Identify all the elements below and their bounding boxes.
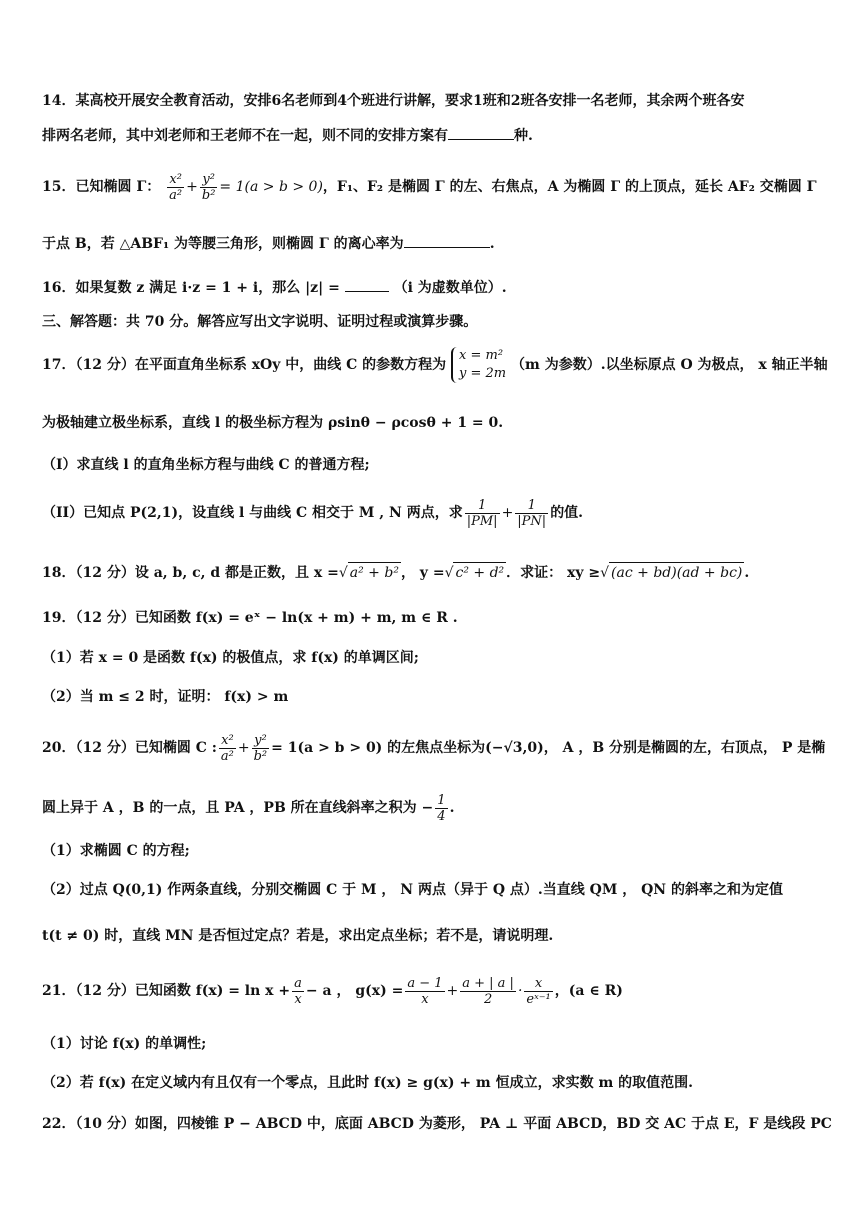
fraction (460, 976, 516, 1007)
q17-part2 (42, 493, 832, 537)
q19-part2-text: （2）当 m ≤ 2 时，证明： f(x) > m (42, 689, 289, 705)
radicand: c² + d² (453, 562, 506, 583)
q20-text-4: . (449, 800, 455, 816)
equation: = 1(a > b > 0) (219, 179, 323, 195)
radicand: a² + b² (348, 562, 401, 583)
q17-part1-text: （I）求直线 l 的直角坐标方程与曲线 C 的普通方程; (42, 457, 370, 473)
denominator: x (294, 991, 302, 1007)
q17-part2-text-2: 的值. (550, 505, 584, 521)
q20-text-3: 圆上异于 A ，B 的一点，且 PA ，PB 所在直线斜率之积为 − (42, 800, 434, 816)
q18-text-4: . (744, 565, 750, 581)
numerator: 1 (515, 498, 548, 514)
q15-line1 (42, 170, 832, 210)
q21-part1 (42, 1034, 832, 1054)
sqrt-sign: √ (444, 565, 454, 581)
fraction (465, 498, 500, 529)
denominator: eˣ⁻¹ (526, 991, 551, 1007)
q19-line (42, 608, 832, 628)
plus-sign: + (237, 740, 250, 756)
numerator: x² (167, 172, 184, 188)
q15-text: ，F₁、F₂ 是椭圆 Γ 的左、右焦点，A 为椭圆 Γ 的上顶点，延长 AF₂ 交椭圆 Γ (322, 179, 817, 195)
numerator: a − 1 (407, 975, 443, 991)
q18-text-3: ．求证： xy ≥ (506, 565, 601, 581)
q14-text-3: 种. (514, 128, 533, 144)
numerator: y² (252, 733, 270, 749)
q21-text-2: − a ， g(x) = (305, 983, 404, 999)
q21-line (42, 970, 832, 1016)
q15-text-2: 于点 B，若 △ABF₁ 为等腰三角形，则椭圆 Γ 的离心率为 (42, 236, 404, 252)
denominator: a² (169, 187, 183, 203)
q14-text: 14．某高校开展安全教育活动，安排6名老师到4个班进行讲解，要求1班和2班各安排一名老师，其余两个班各安 (42, 93, 745, 109)
q20-part1 (42, 841, 832, 861)
fraction (435, 793, 447, 824)
plus-sign: + (186, 179, 198, 195)
numerator: 1 (465, 498, 500, 514)
answer-blank[interactable] (404, 233, 490, 248)
q17-line2 (42, 413, 832, 433)
q21-part1-text: （1）讨论 f(x) 的单调性; (42, 1036, 207, 1052)
answer-blank[interactable] (448, 125, 514, 140)
fraction (524, 976, 552, 1007)
section-title: 三、解答题：共 70 分。解答应写出文字说明、证明过程或演算步骤。 (42, 314, 478, 330)
fraction (515, 498, 548, 529)
q20-part2-text-2: t(t ≠ 0) 时，直线 MN 是否恒过定点？若是，求出定点坐标；若不是，请说明理. (42, 928, 554, 944)
q15-prefix: 15．已知椭圆 Γ： (42, 179, 161, 195)
fraction (167, 172, 184, 203)
q21-part2 (42, 1073, 832, 1093)
equation-2: y = 2m (459, 366, 507, 381)
q20-part1-text: （1）求椭圆 C 的方程; (42, 843, 190, 859)
fraction (200, 172, 218, 203)
q17-part2-text: （II）已知点 P(2,1)，设直线 l 与曲线 C 相交于 M , N 两点，求 (42, 505, 463, 521)
plus-sign: + (501, 505, 514, 521)
numerator: a + | a | (462, 975, 514, 991)
q17-text: 17．（12 分）在平面直角坐标系 xOy 中，曲线 C 的参数方程为 (42, 357, 447, 373)
numerator: x² (219, 733, 236, 749)
q22-text: 22．（10 分）如图，四棱锥 P − ABCD 中，底面 ABCD 为菱形， PA ⊥ 平面 ABCD，BD 交 AC 于点 E，F 是线段 PC (42, 1116, 832, 1132)
q16-text-2: （i 为虚数单位）. (393, 280, 507, 296)
q16-line (42, 277, 832, 298)
fraction (405, 976, 444, 1007)
denominator: b² (201, 187, 216, 203)
q14-text-2: 排两名老师，其中刘老师和王老师不在一起，则不同的安排方案有 (42, 128, 448, 144)
q20-part2 (42, 880, 832, 900)
q18-text: 18．（12 分）设 a, b, c, d 都是正数，且 x = (42, 565, 339, 581)
equation-1: x = m² (459, 348, 504, 363)
radicand: (ac + bd)(ad + bc) (609, 562, 744, 583)
q21-text-3: ，(a ∈ R) (554, 983, 623, 999)
numerator: 1 (437, 792, 446, 808)
fraction (252, 733, 270, 764)
section-heading (42, 312, 832, 332)
sqrt-sign: √ (600, 565, 610, 581)
q20-part2-text: （2）过点 Q(0,1) 作两条直线，分别交椭圆 C 于 M ， N 两点（异于 Q 点）.当直线 QM ， QN 的斜率之和为定值 (42, 882, 783, 898)
denominator: |PM| (466, 513, 498, 529)
fraction (219, 733, 236, 764)
q19-part1-text: （1）若 x = 0 是函数 f(x) 的极值点，求 f(x) 的单调区间; (42, 650, 419, 666)
q20-line1 (42, 728, 832, 772)
denominator: a² (220, 748, 234, 764)
numerator: a (294, 975, 302, 991)
q17-text-2: （m 为参数）.以坐标原点 O 为极点， x 轴正半轴 (511, 357, 828, 373)
q19-text: 19．（12 分）已知函数 f(x) = eˣ − ln(x + m) + m, m ∈ R . (42, 610, 458, 626)
q14-line1 (42, 91, 832, 111)
q19-part2 (42, 687, 832, 707)
denominator: x (421, 991, 429, 1007)
denominator: b² (253, 748, 268, 764)
q20-part2-cont (42, 926, 832, 946)
numerator: x (524, 976, 552, 992)
denominator: 4 (437, 808, 446, 824)
numerator: y² (200, 172, 218, 188)
dot-sign: · (517, 983, 523, 999)
q17-text-3: 为极轴建立极坐标系，直线 l 的极坐标方程为 ρsinθ − ρcosθ + 1 = 0. (42, 415, 504, 431)
answer-blank[interactable] (345, 277, 389, 292)
q15-line2 (42, 233, 832, 254)
q21-text: 21．（12 分）已知函数 f(x) = ln x + (42, 983, 291, 999)
q15-text-3: . (489, 236, 495, 252)
q22-line (42, 1114, 832, 1134)
q18-line (42, 562, 832, 583)
q20-text: 20．（12 分）已知椭圆 C : (42, 740, 217, 756)
q14-line2 (42, 125, 832, 146)
q18-text-2: ， y = (400, 565, 445, 581)
parametric-system (451, 347, 506, 383)
q16-text: 16．如果复数 z 满足 i·z = 1 + i，那么 |z| = (42, 280, 340, 296)
q17-line1 (42, 344, 832, 388)
q20-line2 (42, 788, 832, 832)
q19-part1 (42, 648, 832, 668)
denominator: 2 (483, 991, 493, 1007)
sqrt-sign: √ (338, 565, 348, 581)
q20-text-2: = 1(a > b > 0) 的左焦点坐标为(−√3,0)， A ，B 分别是椭圆的左，右顶点， P 是椭 (271, 740, 826, 756)
denominator: |PN| (517, 513, 547, 529)
plus-sign: + (446, 983, 459, 999)
fraction (292, 976, 304, 1007)
q21-part2-text: （2）若 f(x) 在定义域内有且仅有一个零点，且此时 f(x) ≥ g(x) + m 恒成立，求实数 m 的取值范围. (42, 1075, 694, 1091)
q17-part1 (42, 455, 832, 475)
